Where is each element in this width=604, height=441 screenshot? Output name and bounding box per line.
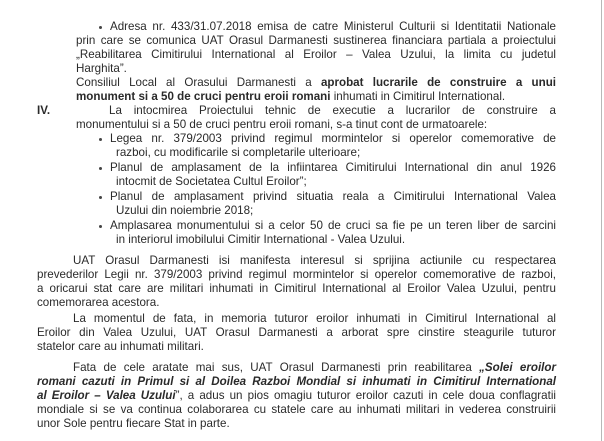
bullet-icon bbox=[99, 196, 102, 199]
page-edge-divider bbox=[601, 0, 602, 441]
list-item-amplasarea: Amplasarea monumentului si a celor 50 de cruci sa fie pe un teren liber de sarcini bbox=[110, 219, 556, 232]
bullet-icon bbox=[99, 225, 102, 228]
paragraph-fata-first-line bbox=[73, 361, 556, 375]
section-number: IV. bbox=[37, 104, 51, 117]
text-line: monumentului si a 50 de cruci pentru eroii romani, s-a tinut cont de urmatoarele: bbox=[76, 118, 488, 131]
text-line bbox=[76, 90, 505, 104]
text-line bbox=[76, 76, 556, 90]
text-segment: Consiliul Local al Orasului Darmanesti a bbox=[76, 76, 321, 89]
text-line: intocmit de Societatea Cultul Eroilor”; bbox=[116, 175, 307, 188]
text-line: mondiale si se va continua colaborarea cu statele care au inhumati militari in vederea construirii bbox=[37, 403, 556, 416]
text-line: prevederilor Legii nr. 379/2003 privind regimul mormintelor si operelor comemorative de razboi, bbox=[37, 268, 556, 281]
paragraph-momentul-first-line: La momentul de fata, in memoria tuturor eroilor inhumati in Cimitirul International al bbox=[73, 312, 556, 325]
bullet-icon bbox=[99, 26, 102, 29]
text-line: „Reabilitarea Cimitirului International al Eroilor – Valea Uzului, la limita cu judetul bbox=[76, 48, 556, 61]
text-line: Uzului din noiembrie 2018; bbox=[116, 204, 254, 217]
text-line: unor Sole pentru fiecare Stat in parte. bbox=[37, 417, 230, 430]
text-segment: ”, a adus un pios omagiu tuturor eroilor cazuti in cele doua conflagratii bbox=[175, 389, 556, 402]
list-item-adresa: Adresa nr. 433/31.07.2018 emisa de catre Ministerul Culturii si Identitatii Nationale bbox=[110, 20, 556, 33]
bold-italic-text: romani cazuti in Primul si al Doilea Razboi Mondial si inhumati in Cimitirul International bbox=[37, 375, 556, 388]
text-line: comemorarea acestora. bbox=[37, 296, 160, 309]
text-line: Eroilor din Valea Uzului, UAT Orasul Darmanesti a arborat spre cinstire steagurile tuturor bbox=[37, 326, 556, 339]
bold-text: aprobat lucrarile de construire a unui bbox=[320, 76, 556, 89]
bullet-icon bbox=[99, 167, 102, 170]
bullet-icon bbox=[99, 138, 102, 141]
text-segment: inhumati in Cimitirul International. bbox=[330, 90, 506, 103]
bold-italic-text: al Eroilor – Valea Uzului bbox=[37, 389, 176, 402]
text-line: Harghita”. bbox=[76, 62, 127, 75]
list-item-planul-2018: Planul de amplasament privind situatia reala a Cimitirului International Valea bbox=[110, 190, 556, 203]
text-line: in interiorul imobilului Cimitir International - Valea Uzului. bbox=[116, 233, 406, 246]
bold-italic-text: „Solei eroilor bbox=[479, 361, 556, 374]
bold-text: monument si a 50 de cruci pentru eroii romani bbox=[76, 90, 331, 103]
text-line: prin care se comunica UAT Orasul Darmanesti sustinerea financiara partiala a proiectului bbox=[76, 34, 556, 47]
paragraph-uat-first-line: UAT Orasul Darmanesti isi manifesta interesul si sprijina actiunile cu respectarea bbox=[73, 254, 556, 267]
text-segment: Fata de cele aratate mai sus, UAT Orasul Darmanesti prin reabilitarea bbox=[73, 361, 480, 374]
section-heading-text: La intocmirea Proiectului tehnic de executie a lucrarilor de construire a bbox=[109, 104, 556, 117]
text-line bbox=[37, 389, 556, 403]
text-line: statelor care au inhumati militari. bbox=[37, 340, 204, 353]
text-line: razboi, cu modificarile si completarile ulterioare; bbox=[116, 146, 361, 159]
list-item-legea: Legea nr. 379/2003 privind regimul mormintelor si operelor comemorative de bbox=[110, 132, 556, 145]
text-line: a oricarui stat care are militari inhumati in Cimitirul International al Eroilor Valea Uzului, pentru bbox=[37, 282, 556, 295]
list-item-planul-1926: Planul de amplasament de la infiintarea Cimitirului International din anul 1926 bbox=[110, 161, 556, 174]
